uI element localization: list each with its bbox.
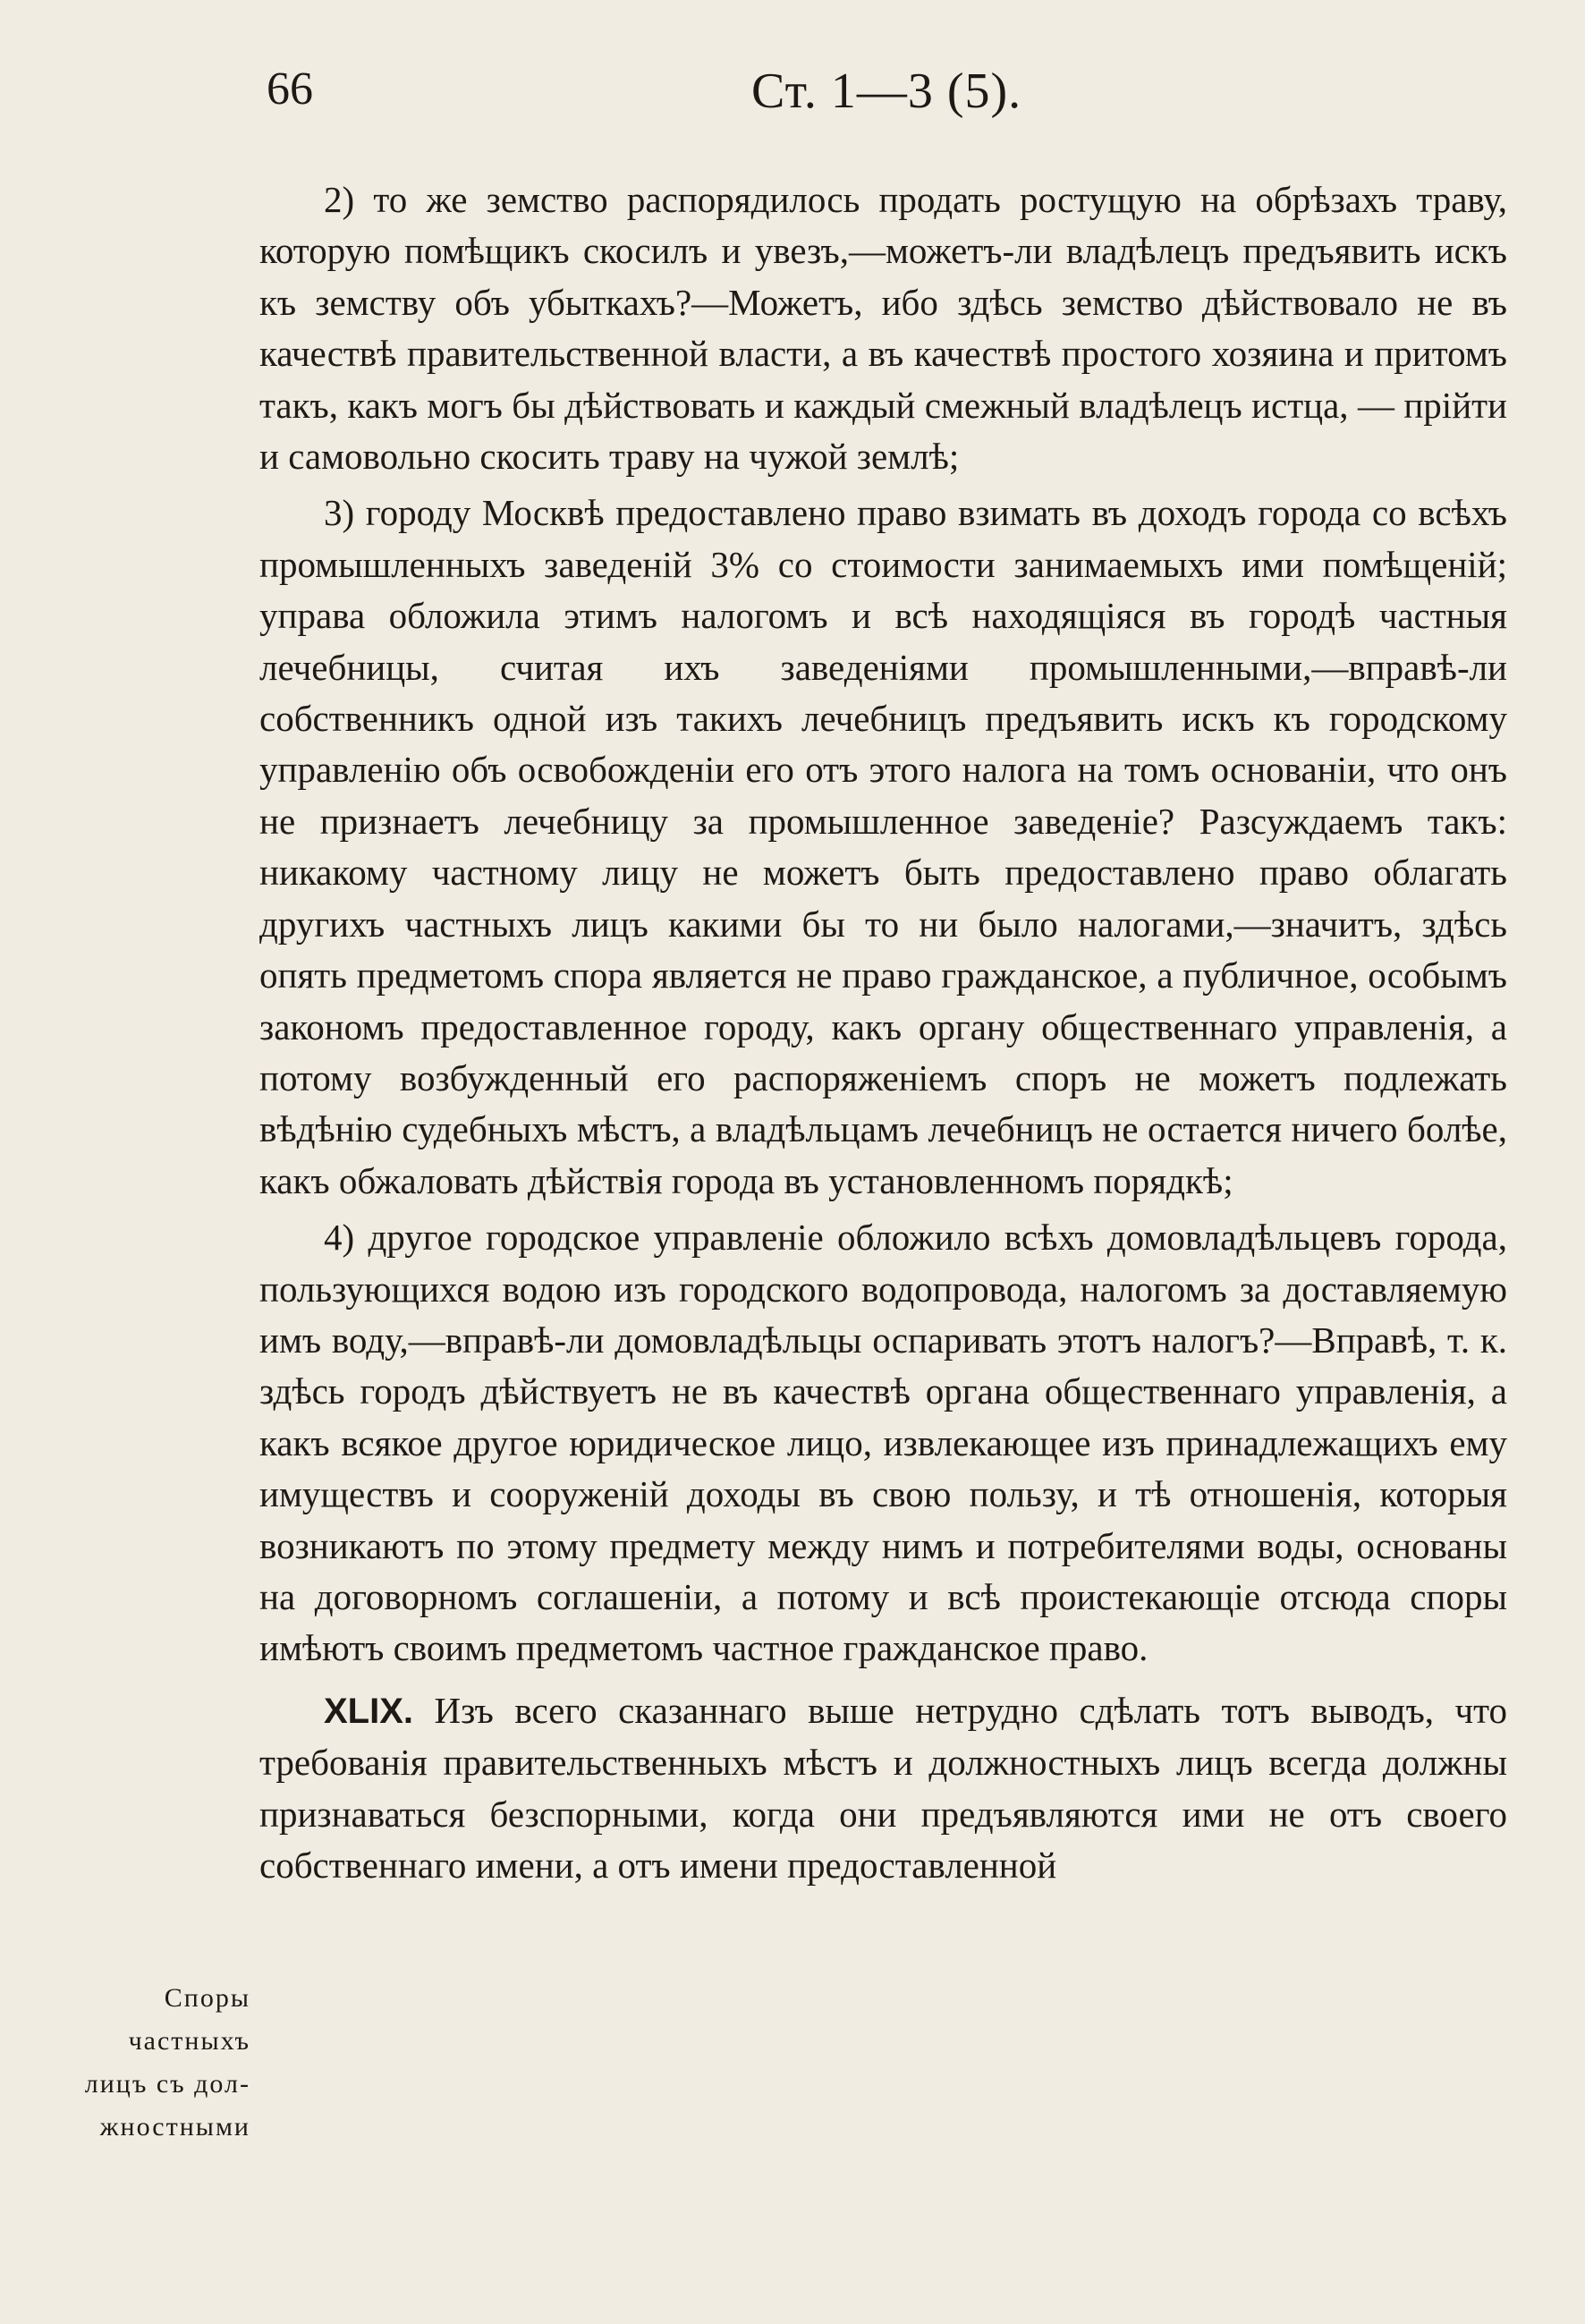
section-xlix <box>259 1685 1507 1892</box>
running-head: Ст. 1—3 (5). <box>751 64 1022 119</box>
body-text <box>259 174 1507 1891</box>
margin-note-line: лицъ съ дол- <box>84 2069 250 2099</box>
margin-note-line: жностными <box>99 2112 250 2142</box>
section-paragraph <box>259 1685 1507 1892</box>
page-header <box>0 63 1585 134</box>
section-number: XLIX. <box>324 1691 414 1731</box>
margin-note-line: частныхъ <box>128 2026 250 2056</box>
margin-note <box>27 1977 250 2149</box>
page-number: 66 <box>267 64 313 115</box>
section-text: Изъ всего сказаннаго выше нетрудно сдѣлать тотъ выводъ, что требованія правительственныхъ мѣстъ и должностныхъ лицъ всегда должны признаваться безспорными, когда они предъявляются ими не отъ своего собственнаго имени, а отъ имени предоставленной <box>259 1689 1508 1886</box>
paragraph-item-3: 3) городу Москвѣ предоставлено право взимать въ доходъ города со всѣхъ промышленныхъ заведеній 3% со стоимости занимаемыхъ ими помѣщеній; управа обложила этимъ налогомъ и всѣ находящіяся въ городѣ частныя лечебницы, считая ихъ заведеніями промышленными,—вправѣ-ли собственникъ одной изъ такихъ лечебницъ предъявить искъ къ городскому управленію объ освобожденіи его отъ этого налога на томъ основаніи, что онъ не признаетъ лечебницу за промышленное заведеніе? Разсуждаемъ такъ: никакому частному лицу не можетъ быть предоставлено право облагать другихъ частныхъ лицъ какими бы то ни было налогами,—значитъ, здѣсь опять предметомъ спора является не право гражданское, а публичное, особымъ закономъ предоставленное городу, какъ органу общественнаго управленія, а потому возбужденный его распоряженіемъ споръ не можетъ подлежать вѣдѣнію судебныхъ мѣстъ, а владѣльцамъ лечебницъ не остается ничего болѣе, какъ обжаловать дѣйствія города въ установленномъ порядкѣ; <box>259 492 1507 1201</box>
paragraph-item-2: 2) то же земство распорядилось продать ростущую на обрѣзахъ траву, которую помѣщикъ скосилъ и увезъ,—можетъ-ли владѣлецъ предъявить искъ къ земству объ убыткахъ?—Можетъ, ибо здѣсь земство дѣйствовало не въ качествѣ правительственной власти, а въ качествѣ простого хозяина и притомъ такъ, какъ могъ бы дѣйствовать и каждый смежный владѣлецъ истца, — прійти и самовольно скосить траву на чужой землѣ; <box>259 179 1507 478</box>
paragraph-item-4: 4) другое городское управленіе обложило всѣхъ домовладѣльцевъ города, пользующихся водою изъ городского водопровода, налогомъ за доставляемую имъ воду,—вправѣ-ли домовладѣльцы оспаривать этотъ налогъ?—Вправѣ, т. к. здѣсь городъ дѣйствуетъ не въ качествѣ органа общественнаго управленія, а какъ всякое другое юридическое лицо, извлекающее изъ принадлежащихъ ему имуществъ и сооруженій доходы въ свою пользу, и тѣ отношенія, которыя возникаютъ по этому предмету между нимъ и потребителями воды, основаны на договорномъ соглашеніи, а потому и всѣ проистекающіе отсюда споры имѣютъ своимъ предметомъ частное гражданское право. <box>259 1217 1507 1669</box>
margin-note-line: Споры <box>164 1983 250 2013</box>
